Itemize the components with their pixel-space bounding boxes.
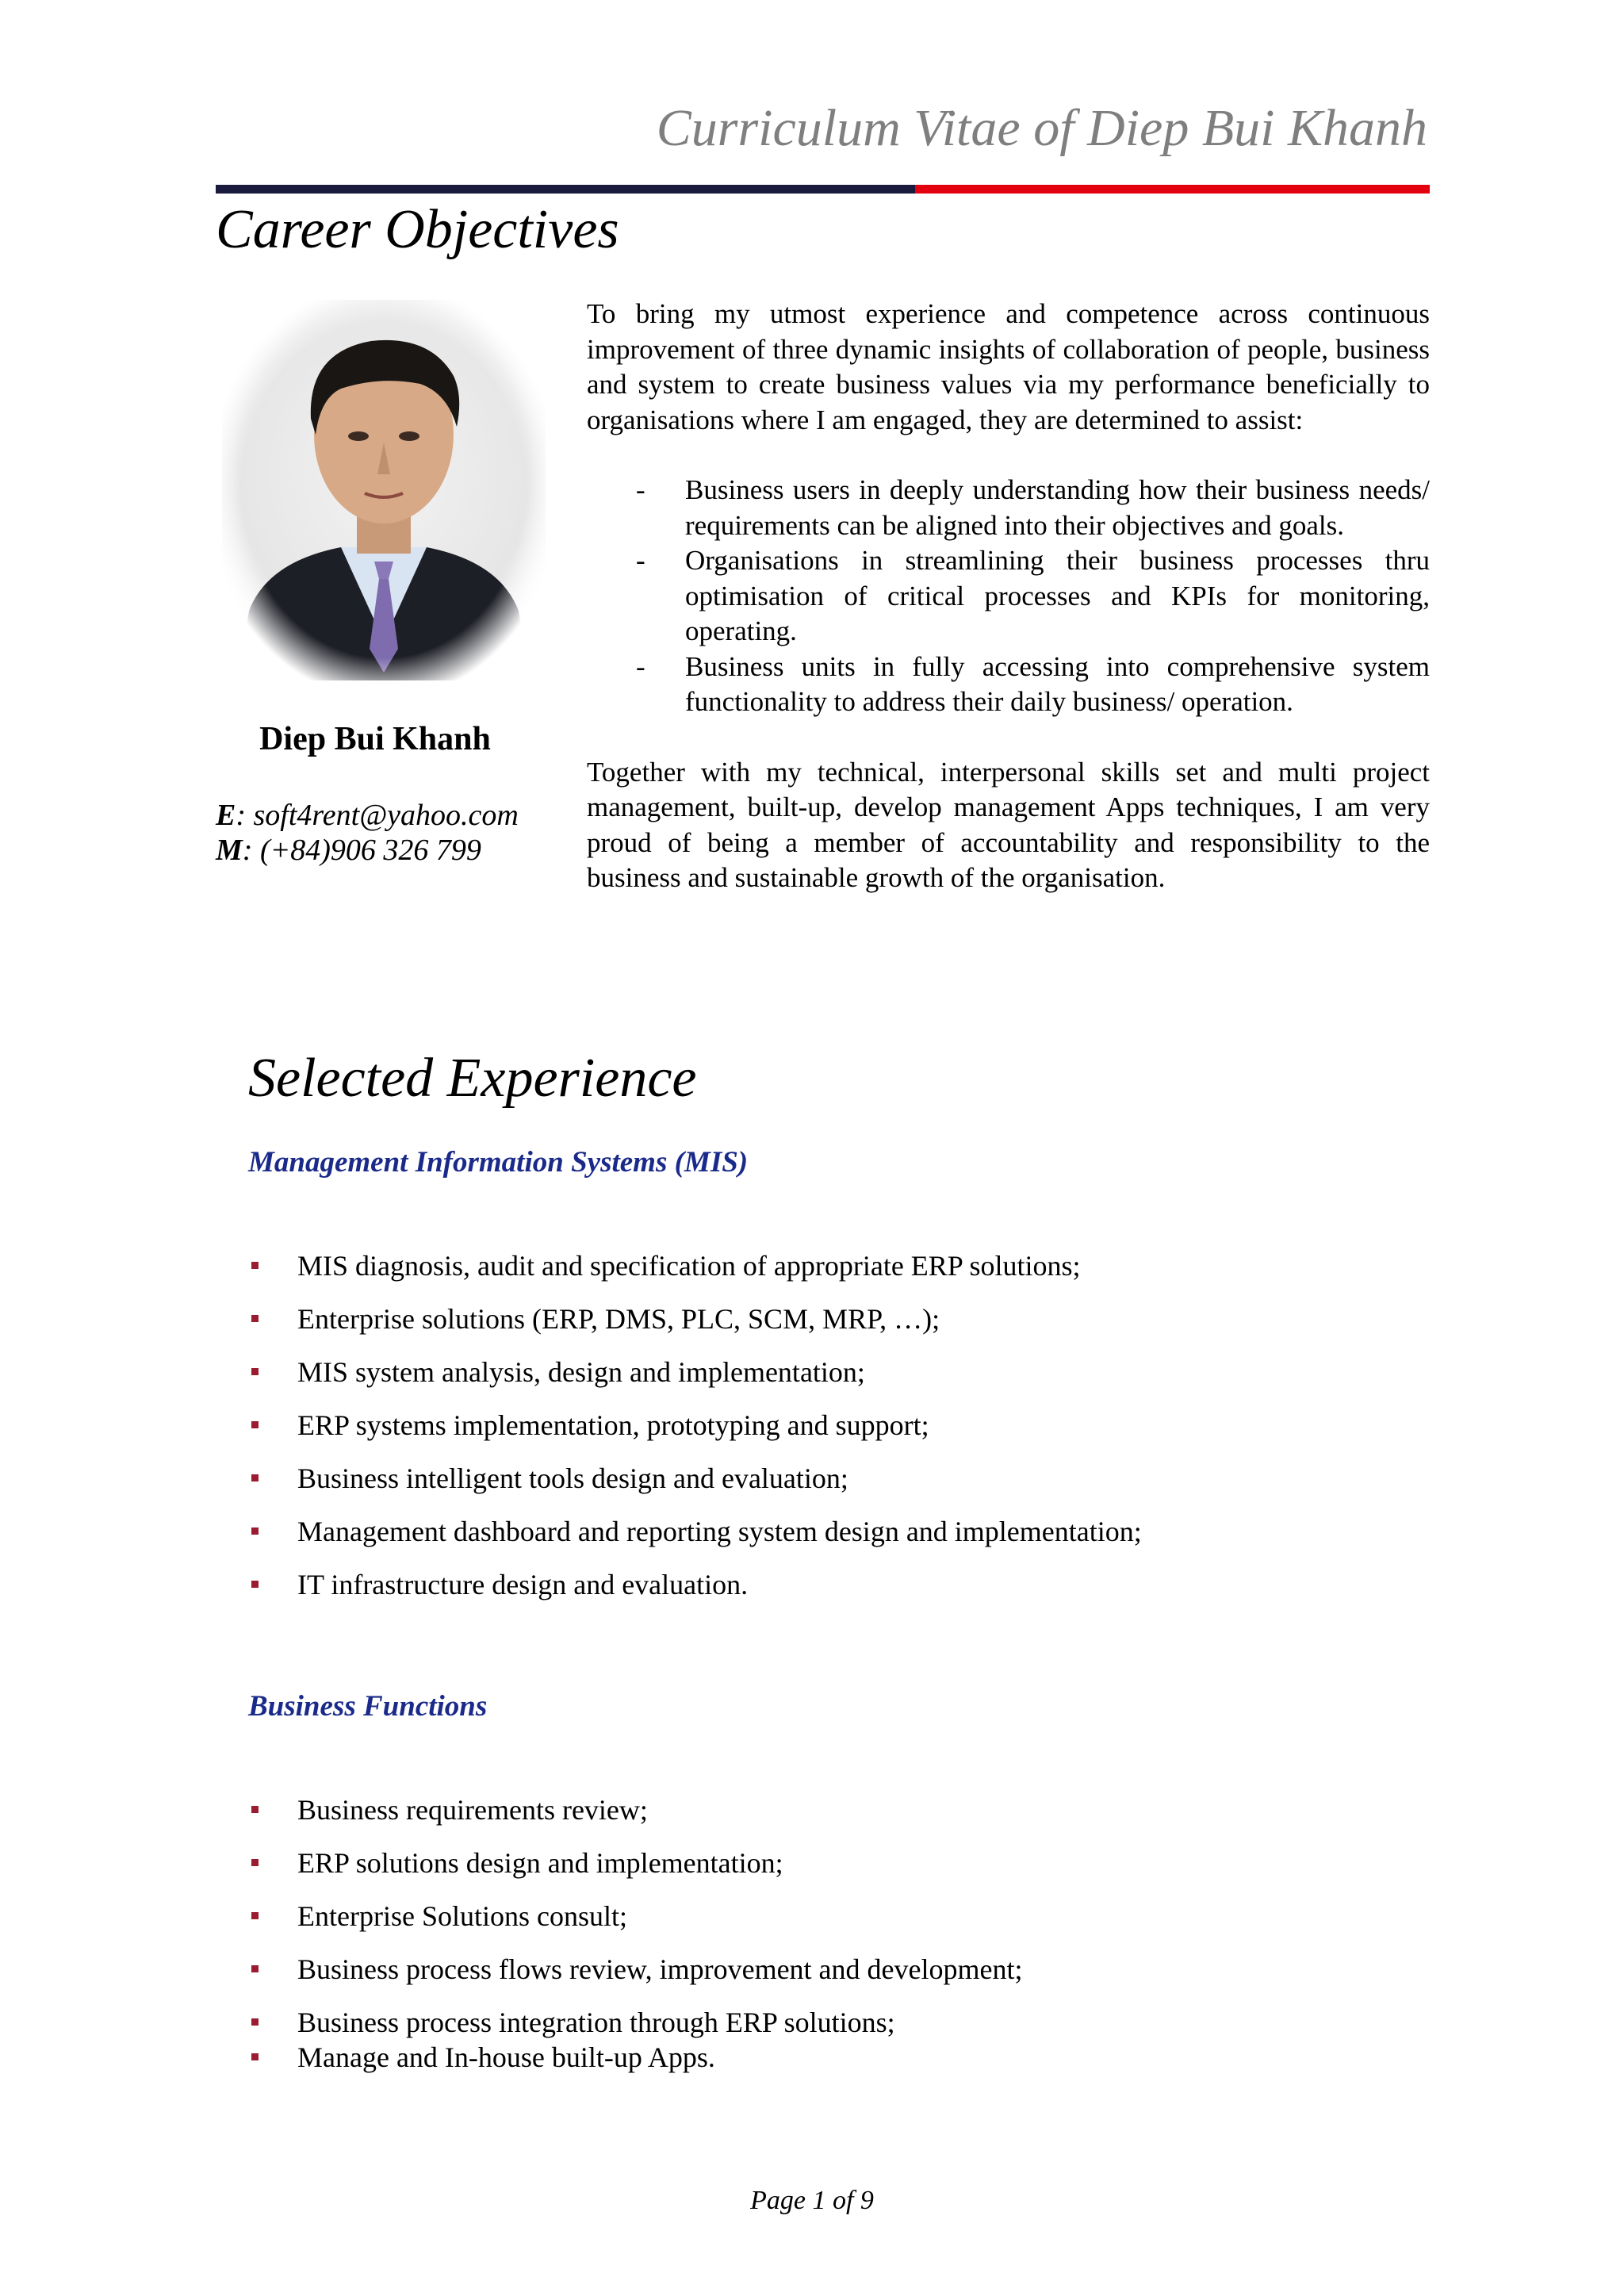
objective-point-text: Business units in fully accessing into comprehensive system functionality to address their daily business/ operation. bbox=[685, 650, 1430, 717]
bullet-square-icon bbox=[251, 1474, 259, 1481]
list-item: ERP solutions design and implementation; bbox=[248, 1846, 1022, 1899]
objective-point-text: Business users in deeply understanding how their business needs/ requirements can be aligned into their objectives and goals. bbox=[685, 474, 1430, 541]
list-item: Business process integration through ERP solutions; bbox=[248, 2005, 1022, 2040]
list-item: Enterprise Solutions consult; bbox=[248, 1899, 1022, 1952]
list-item: IT infrastructure design and evaluation. bbox=[248, 1567, 1142, 1620]
mobile-value: : (+84)906 326 799 bbox=[242, 834, 481, 867]
list-item: MIS diagnosis, audit and specification of appropriate ERP solutions; bbox=[248, 1248, 1142, 1301]
list-item: Business requirements review; bbox=[248, 1792, 1022, 1846]
business-functions-subheading: Business Functions bbox=[248, 1690, 488, 1723]
mis-list bbox=[248, 1248, 1142, 1620]
list-item: Business intelligent tools design and evaluation; bbox=[248, 1461, 1142, 1514]
business-functions-list bbox=[248, 1792, 1022, 2093]
objectives-closing: Together with my technical, interpersonal skills set and multi project management, built-up, develop management Apps techniques, I am very proud of being a member of accountability and responsibility to the business and sustainable growth of the organisation. bbox=[587, 756, 1430, 893]
mis-subheading: Management Information Systems (MIS) bbox=[248, 1146, 749, 1179]
header-rule-red bbox=[915, 185, 1430, 194]
objectives-intro: To bring my utmost experience and competence across continuous improvement of three dynamic insights of collaboration of people, business and system to create business values via my performance beneficially to organisations where I am engaged, they are determined to assist: bbox=[587, 298, 1430, 435]
email-value[interactable]: : soft4rent@yahoo.com bbox=[236, 799, 519, 832]
mobile-label: M bbox=[216, 834, 243, 867]
objective-point: - Business users in deeply understanding how their business needs/ requirements can be aligned into their objectives and goals. bbox=[636, 474, 1430, 541]
list-item: Business process flows review, improvement and development; bbox=[248, 1952, 1022, 2005]
bullet-square-icon bbox=[251, 2053, 259, 2060]
header-rule-dark bbox=[216, 185, 915, 194]
career-objectives-heading: Career Objectives bbox=[216, 199, 619, 260]
list-item: ERP systems implementation, prototyping and support; bbox=[248, 1408, 1142, 1461]
bullet-square-icon bbox=[251, 1315, 259, 1322]
list-item: Management dashboard and reporting system design and implementation; bbox=[248, 1514, 1142, 1567]
email-label: E bbox=[216, 799, 236, 832]
bullet-square-icon bbox=[251, 1581, 259, 1588]
bullet-square-icon bbox=[251, 1912, 259, 1919]
bullet-square-icon bbox=[251, 1806, 259, 1813]
bullet-square-icon bbox=[251, 1859, 259, 1866]
list-item: Manage and In-house built-up Apps. bbox=[248, 2040, 1022, 2093]
bullet-square-icon bbox=[251, 2018, 259, 2026]
contact-mobile bbox=[216, 833, 481, 868]
list-item: MIS system analysis, design and implementation; bbox=[248, 1355, 1142, 1408]
career-objectives-body bbox=[587, 297, 1430, 896]
objective-point: - Organisations in streamlining their business processes thru optimisation of critical processes and KPIs for monitoring, operating. bbox=[636, 545, 1430, 646]
page-number: Page 1 of 9 bbox=[750, 2186, 874, 2215]
objective-point-text: Organisations in streamlining their business processes thru optimisation of critical processes and KPIs for monitoring, operating. bbox=[685, 545, 1430, 646]
objectives-points bbox=[587, 473, 1430, 720]
bullet-square-icon bbox=[251, 1368, 259, 1375]
list-item: Enterprise solutions (ERP, DMS, PLC, SCM, MRP, …); bbox=[248, 1301, 1142, 1355]
bullet-square-icon bbox=[251, 1421, 259, 1428]
person-name: Diep Bui Khanh bbox=[259, 721, 491, 757]
bullet-square-icon bbox=[251, 1965, 259, 1972]
document-title: Curriculum Vitae of Diep Bui Khanh bbox=[656, 99, 1427, 157]
bullet-square-icon bbox=[251, 1527, 259, 1535]
selected-experience-heading: Selected Experience bbox=[248, 1048, 697, 1109]
objective-point: - Business units in fully accessing into comprehensive system functionality to address their daily business/ operation. bbox=[636, 650, 1430, 717]
bullet-square-icon bbox=[251, 1262, 259, 1269]
profile-photo bbox=[222, 300, 546, 680]
contact-email bbox=[216, 798, 519, 833]
